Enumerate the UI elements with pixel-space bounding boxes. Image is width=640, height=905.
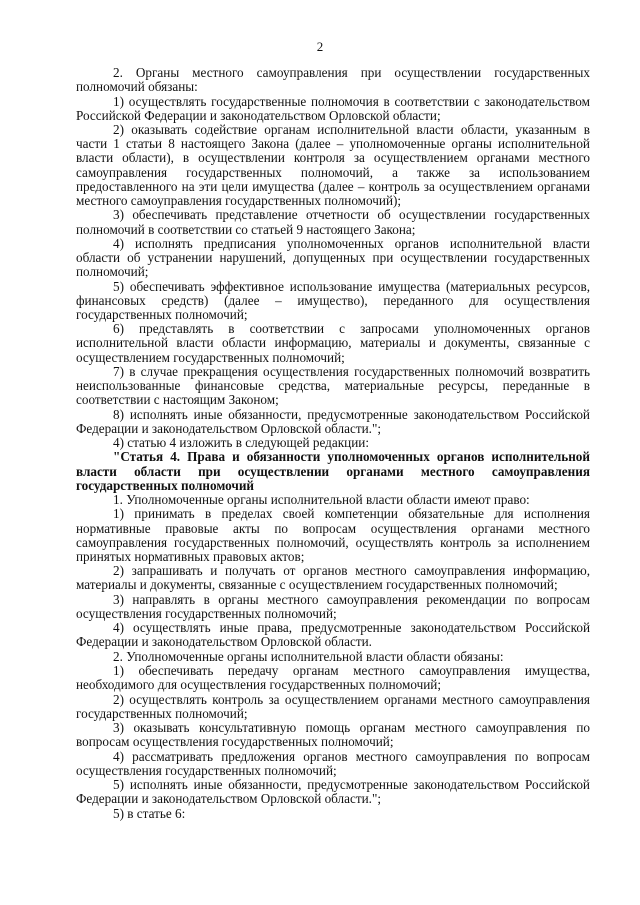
paragraph: 4) рассматривать предложения органов местного самоуправления по вопросам осуществления государственных полномочий; [76, 748, 590, 778]
paragraph: 3) оказывать консультативную помощь органам местного самоуправления по вопросам осуществления государственных полномочий; [76, 720, 590, 750]
paragraph: 5) обеспечивать эффективное использование имущества (материальных ресурсов, финансовых средств) (далее – имущество), переданного для осуществления государственных полномочий; [76, 278, 590, 322]
paragraph: 1) обеспечивать передачу органам местного самоуправления имущества, необходимого для осуществления государственных полномочий; [76, 663, 590, 693]
paragraph: 4) осуществлять иные права, предусмотренные законодательством Российской Федерации и законодательством Орловской области. [76, 620, 590, 650]
paragraph: 4) исполнять предписания уполномоченных органов исполнительной власти области об устранении нарушений, допущенных при осуществлении государственных полномочий; [76, 235, 590, 280]
document-body [76, 66, 590, 821]
paragraph: 7) в случае прекращения осуществления государственных полномочий возвратить неиспользованные финансовые средства, материальные ресурсы, переданные в соответствии с настоящим Законом; [76, 363, 590, 408]
paragraph: 2) запрашивать и получать от органов местного самоуправления информацию, материалы и документы, связанные с осуществлением государственных полномочий; [76, 563, 590, 593]
page-number: 2 [316, 39, 324, 54]
paragraph: 3) направлять в органы местного самоуправления рекомендации по вопросам осуществления государственных полномочий; [76, 591, 590, 621]
paragraph: 1) осуществлять государственные полномочия в соответствии с законодательством Российской Федерации и законодательством Орловской области; [76, 93, 590, 123]
article-heading: "Статья 4. Права и обязанности уполномоченных органов исполнительной власти области при осуществлении органами местного самоуправления государственных полномочий [76, 449, 590, 493]
paragraph: 1) принимать в пределах своей компетенции обязательные для исполнения нормативные правовые акты по вопросам осуществления органами местного самоуправления государственных полномочий, осуществлять контроль за исполнением принятых нормативных правовых актов; [76, 506, 590, 564]
paragraph: 5) исполнять иные обязанности, предусмотренные законодательством Российской Федерации и законодательством Орловской области."; [76, 777, 590, 807]
paragraph: 2) осуществлять контроль за осуществлением органами местного самоуправления государственных полномочий; [76, 691, 590, 721]
paragraph: 4) статью 4 изложить в следующей редакции: [113, 435, 369, 451]
paragraph: 1. Уполномоченные органы исполнительной власти области имеют право: [113, 492, 530, 508]
paragraph: 2. Органы местного самоуправления при осуществлении государственных полномочий обязаны: [76, 65, 590, 95]
paragraph: 3) обеспечивать представление отчетности об осуществлении государственных полномочий в соответствии со статьей 9 настоящего Закона; [76, 207, 590, 237]
paragraph: 5) в статье 6: [113, 805, 186, 821]
paragraph: 2) оказывать содействие органам исполнительной власти области, указанным в части 1 статьи 8 настоящего Закона (далее – уполномоченные органы исполнительной власти области), в осуществлении контроля за осуществлением органами местного самоуправления государственных полномочий, а также за использованием предоставленного на эти цели имущества (далее – контроль за осуществлением органами местного самоуправления государственных полномочий); [76, 122, 590, 209]
paragraph: 6) представлять в соответствии с запросами уполномоченных органов исполнительной власти области информацию, материалы и документы, связанные с осуществлением государственных полномочий; [76, 321, 590, 365]
paragraph: 2. Уполномоченные органы исполнительной власти области обязаны: [113, 648, 504, 664]
paragraph: 8) исполнять иные обязанности, предусмотренные законодательством Российской Федерации и законодательством Орловской области."; [76, 406, 590, 436]
